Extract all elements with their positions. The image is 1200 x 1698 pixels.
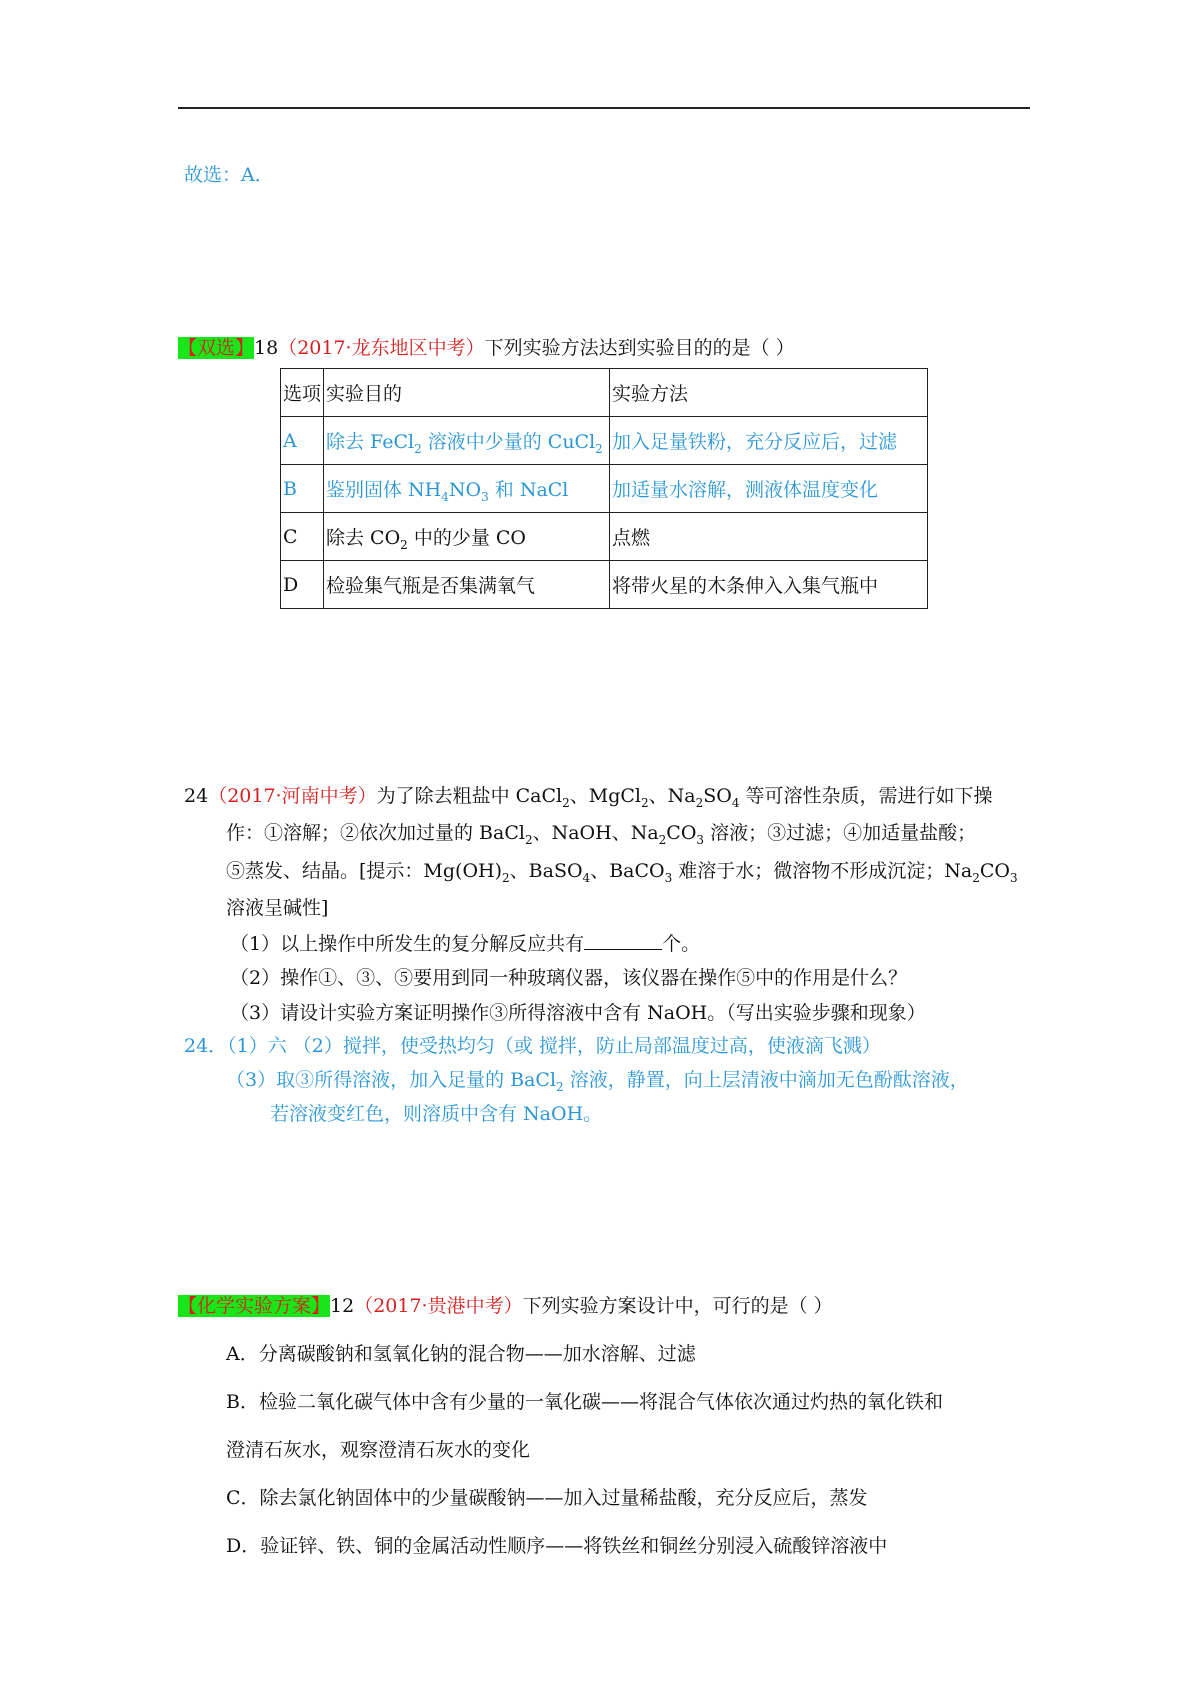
q12-option-c: C．除去氯化钠固体中的少量碳酸钠——加入过量稀盐酸，充分反应后，蒸发 bbox=[226, 1487, 868, 1509]
header-purpose: 实验目的 bbox=[324, 369, 610, 417]
row-method: 加适量水溶解，测液体温度变化 bbox=[610, 465, 928, 513]
q12-tag: 【化学实验方案】 bbox=[178, 1295, 331, 1317]
q18-tag: 【双选】 bbox=[178, 337, 255, 359]
row-purpose: 检验集气瓶是否集满氧气 bbox=[324, 561, 610, 609]
row-purpose: 除去 FeCl$_2$ 溶液中少量的 CuCl$_2$ bbox=[324, 417, 610, 465]
q18-source: （2017·龙东地区中考） bbox=[278, 337, 485, 359]
q24-answer-3: 若溶液变红色，则溶质中含有 NaOH。 bbox=[270, 1103, 603, 1125]
q12-stem: 下列实验方案设计中，可行的是（ ） bbox=[522, 1295, 833, 1317]
q24-source: （2017·河南中考） bbox=[208, 785, 377, 807]
q24-answer-1: 24．（1）六 （2）搅拌，使受热均匀（或 搅拌，防止局部温度过高，使液滴飞溅） bbox=[184, 1035, 881, 1057]
q24-answer-2: （3）取③所得溶液，加入足量的 BaCl$_2$ 溶液，静置，向上层清液中滴加无色酚酞溶液， bbox=[226, 1069, 969, 1094]
row-method: 将带火星的木条伸入入集气瓶中 bbox=[610, 561, 928, 609]
header-rule bbox=[178, 107, 1030, 109]
q18-number: 18 bbox=[254, 337, 279, 359]
q24-line-3: ⑤蒸发、结晶。[提示：$Mg(OH)_2$、BaSO$_4$、BaCO$_3$ 难溶于水；微溶物不形成沉淀；$Na_2CO_3$ bbox=[226, 860, 1018, 885]
q24-subquestion-2: （2）操作①、③、⑤要用到同一种玻璃仪器，该仪器在操作⑤中的作用是什么？ bbox=[230, 967, 908, 989]
table-row bbox=[281, 465, 928, 513]
row-purpose: 除去 $CO_2$ 中的少量 CO bbox=[324, 513, 610, 561]
header-method: 实验方法 bbox=[610, 369, 928, 417]
row-purpose: 鉴别固体 $NH_4NO_3$ 和 NaCl bbox=[324, 465, 610, 513]
answer-blank bbox=[584, 933, 662, 950]
row-option: A bbox=[281, 417, 324, 465]
row-method: 点燃 bbox=[610, 513, 928, 561]
q24-line-4: 溶液呈碱性] bbox=[226, 897, 329, 919]
experiment-table bbox=[280, 368, 928, 609]
row-option: D bbox=[281, 561, 324, 609]
q24-subquestion-3: （3）请设计实验方案证明操作③所得溶液中含有 NaOH。（写出实验步骤和现象） bbox=[230, 1002, 926, 1024]
q12-option-a: A．分离碳酸钠和氢氧化钠的混合物——加水溶解、过滤 bbox=[226, 1343, 696, 1365]
q24-line-2: 作：①溶解；②依次加过量的 BaCl$_2$、NaOH、$Na_2CO_3$ 溶液；③过滤；④加适量盐酸； bbox=[226, 822, 977, 847]
row-option: B bbox=[281, 465, 324, 513]
q12-number: 12 bbox=[330, 1295, 355, 1317]
table-row bbox=[281, 561, 928, 609]
q12-heading bbox=[178, 1291, 833, 1318]
q12-option-b-line-1: B．检验二氧化碳气体中含有少量的一氧化碳——将混合气体依次通过灼热的氧化铁和 bbox=[226, 1391, 943, 1413]
q17-answer: 故选：A． bbox=[184, 164, 274, 186]
header-option: 选项 bbox=[281, 369, 324, 417]
q12-option-d: D．验证锌、铁、铜的金属活动性顺序——将铁丝和铜丝分别浸入硫酸锌溶液中 bbox=[226, 1535, 888, 1557]
table-row bbox=[281, 513, 928, 561]
q12-source: （2017·贵港中考） bbox=[354, 1295, 523, 1317]
q24-subquestion-1: （1）以上操作中所发生的复分解反应共有 个。 bbox=[230, 933, 701, 955]
q24-line-1: 24（2017·河南中考）为了除去粗盐中 CaCl$_2$、MgCl$_2$、$Na_2SO_4$ 等可溶性杂质，需进行如下操 bbox=[184, 785, 993, 810]
q12-option-b-line-2: 澄清石灰水，观察澄清石灰水的变化 bbox=[226, 1439, 531, 1461]
q18-stem: 下列实验方法达到实验目的的是（ ） bbox=[484, 337, 795, 359]
table-header-row bbox=[281, 369, 928, 417]
row-option: C bbox=[281, 513, 324, 561]
q24-number: 24 bbox=[184, 785, 209, 807]
row-method: 加入足量铁粉，充分反应后，过滤 bbox=[610, 417, 928, 465]
table-row bbox=[281, 417, 928, 465]
q18-heading bbox=[178, 333, 795, 360]
